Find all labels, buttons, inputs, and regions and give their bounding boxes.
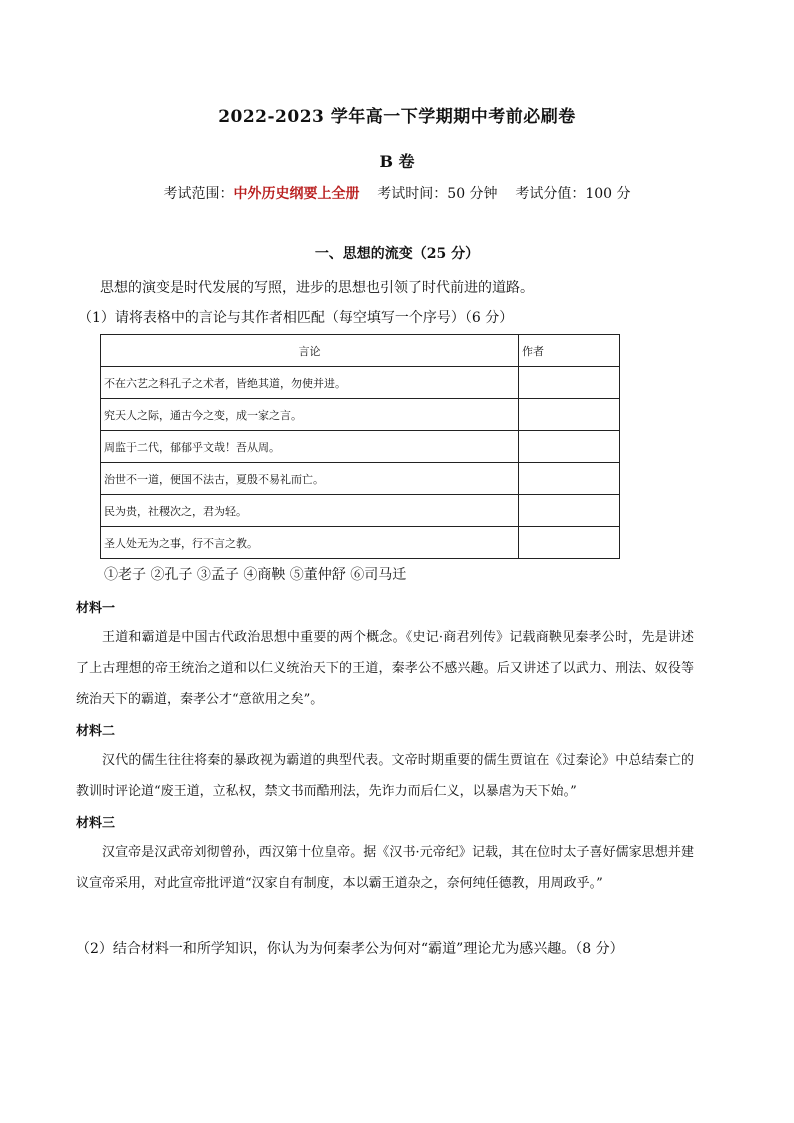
quote-cell: 治世不一道，便国不法古，夏殷不易礼而亡。 xyxy=(101,463,519,495)
quote-cell: 不在六艺之科孔子之术者，皆绝其道，勿使并进。 xyxy=(101,367,519,399)
quote-cell: 圣人处无为之事，行不言之教。 xyxy=(101,527,519,559)
question-1-prompt: （1）请将表格中的言论与其作者相匹配（每空填写一个序号）（6 分） xyxy=(78,310,514,326)
table-row xyxy=(101,431,620,463)
answer-options: ①老子 ②孔子 ③孟子 ④商鞅 ⑤董仲舒 ⑥司马迁 xyxy=(104,567,407,583)
material-1-text: 王道和霸道是中国古代政治思想中重要的两个概念。《史记·商君列传》记载商鞅见秦孝公时，先是讲述了上古理想的帝王统治之道和以仁义统治天下的王道，秦孝公不感兴趣。后又讲述了以武力、刑法、奴役等统治天下的霸道，秦孝公才“意欲用之矣”。 xyxy=(76,630,694,707)
quote-cell: 周监于二代，郁郁乎文哉！吾从周。 xyxy=(101,431,519,463)
exam-info xyxy=(0,183,794,203)
material-3-label: 材料三 xyxy=(76,816,116,831)
table-row xyxy=(101,463,620,495)
author-answer-cell[interactable] xyxy=(519,463,620,495)
table-row xyxy=(101,399,620,431)
header-author: 作者 xyxy=(519,335,620,367)
material-2-text: 汉代的儒生往往将秦的暴政视为霸道的典型代表。文帝时期重要的儒生贾谊在《过秦论》中总结秦亡的教训时评论道“废王道，立私权，禁文书而酷刑法，先诈力而后仁义，以暴虐为天下始。” xyxy=(76,753,694,799)
quote-cell: 究天人之际，通古今之变，成一家之言。 xyxy=(101,399,519,431)
author-answer-cell[interactable] xyxy=(519,527,620,559)
exam-time: 考试时间：50 分钟 xyxy=(377,186,498,202)
material-2-label: 材料二 xyxy=(76,724,116,739)
quote-cell: 民为贵，社稷次之，君为轻。 xyxy=(101,495,519,527)
exam-score: 考试分值：100 分 xyxy=(515,186,631,202)
table-row xyxy=(101,495,620,527)
author-answer-cell[interactable] xyxy=(519,495,620,527)
scope-value: 中外历史纲要上全册 xyxy=(233,186,360,202)
material-3-text: 汉宣帝是汉武帝刘彻曾孙，西汉第十位皇帝。据《汉书·元帝纪》记载，其在位时太子喜好儒家思想并建议宣帝采用，对此宣帝批评道“汉家自有制度，本以霸王道杂之，奈何纯任德教，用周政乎。” xyxy=(76,845,694,891)
quote-author-table xyxy=(100,334,620,559)
table-header-row xyxy=(101,335,620,367)
question-2-prompt: （2）结合材料一和所学知识，你认为为何秦孝公为何对“霸道”理论尤为感兴趣。（8 分） xyxy=(76,941,624,957)
table-row xyxy=(101,367,620,399)
volume-label: B 卷 xyxy=(379,152,415,171)
author-answer-cell[interactable] xyxy=(519,399,620,431)
section-heading: 一、思想的流变（25 分） xyxy=(314,246,480,262)
table-row xyxy=(101,527,620,559)
header-quote: 言论 xyxy=(101,335,519,367)
author-answer-cell[interactable] xyxy=(519,431,620,463)
section-intro: 思想的演变是时代发展的写照，进步的思想也引领了时代前进的道路。 xyxy=(100,280,534,296)
page-title: 2022-2023 学年高一下学期期中考前必刷卷 xyxy=(218,107,576,127)
material-1-label: 材料一 xyxy=(76,601,116,616)
author-answer-cell[interactable] xyxy=(519,367,620,399)
scope-label: 考试范围： xyxy=(163,186,234,202)
